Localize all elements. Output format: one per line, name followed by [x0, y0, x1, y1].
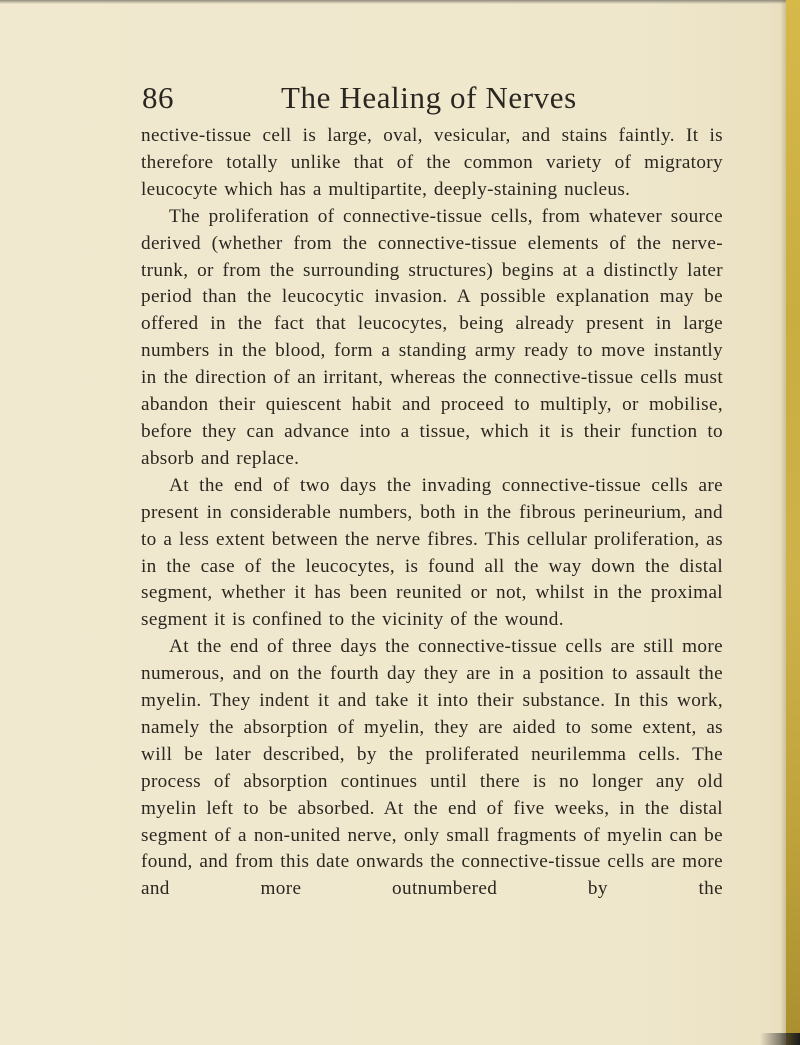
- page-number: 86: [142, 80, 174, 115]
- running-title: The Healing of Nerves: [281, 80, 577, 115]
- paragraph-continued: nective-tissue cell is large, oval, vesicular, and stains faintly. It is therefore totally unlike that of the common variety of migratory leucocyte which has a multipartite, deeply-staining nucleus.: [141, 125, 723, 200]
- page-header: [142, 76, 702, 120]
- body-text: [141, 123, 723, 903]
- paragraph: At the end of two days the invading connective-tissue cells are present in considerable numbers, both in the fibrous perineurium, and to a less extent between the nerve fibres. This cellular proliferation, as in the case of the leucocytes, is found all the way down the distal segment, whether it has been reunited or not, whilst in the proximal segment it is confined to the vicinity of the wound.: [141, 474, 723, 631]
- paragraph: The proliferation of connective-tissue cells, from whatever source derived (whether from the connective-tissue elements of the nerve-trunk, or from the surrounding structures) begins at a distinctly later period than the leucocytic invasion. A possible explanation may be offered in the fact that leucocytes, being already present in large numbers in the blood, form a standing army ready to move instantly in the direction of an irritant, whereas the connective-tissue cells must abandon their quiescent habit and proceed to multiply, or mobilise, before they can advance into a tissue, which it is their function to absorb and replace.: [141, 205, 723, 469]
- page-top-edge: [0, 0, 800, 4]
- page-right-edge: [786, 0, 800, 1045]
- paragraph-last: At the end of three days the connective-tissue cells are still more numerous, and on the fourth day they are in a position to assault the myelin. They indent it and take it into their substance. In this work, namely the absorption of myelin, they are aided to some extent, as will be later described, by the proliferated neurilemma cells. The process of absorption continues until there is no longer any old myelin left to be absorbed. At the end of five weeks, in the distal segment of a non-united nerve, only small fragments of myelin can be found, and from this date onwards the connective-tissue cells are more and more outnumbered by the: [141, 636, 723, 900]
- page-corner-shadow: [760, 1033, 800, 1045]
